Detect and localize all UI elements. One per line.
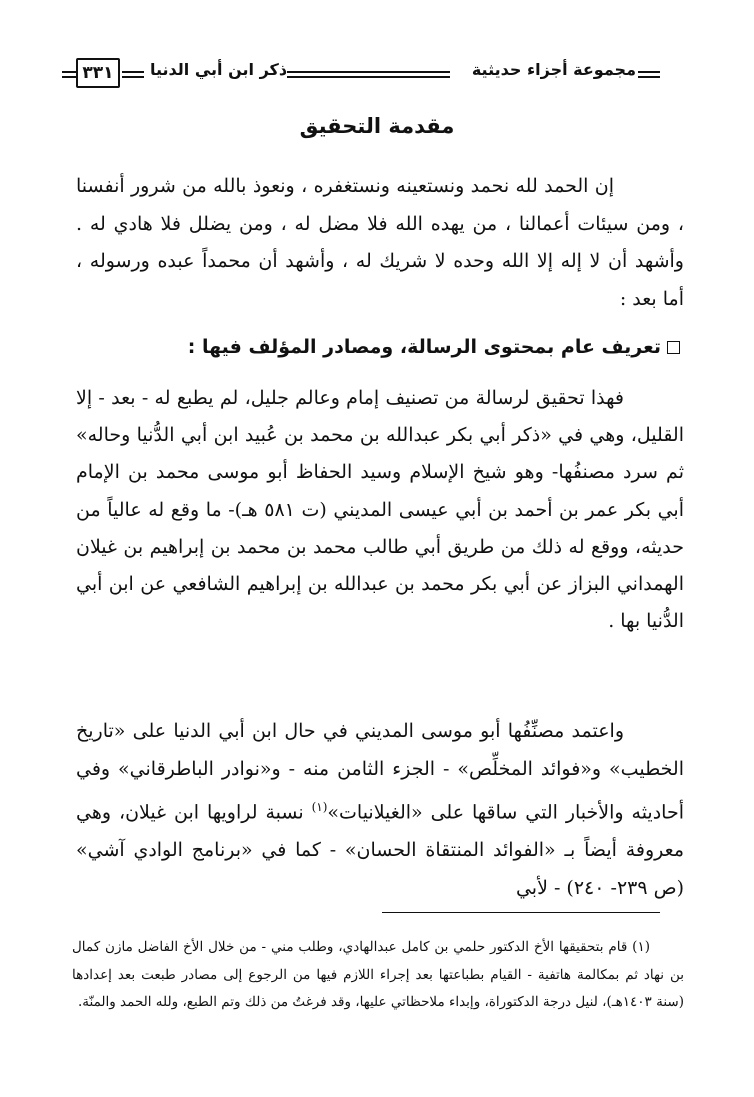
intro-paragraph: إن الحمد لله نحمد ونستعينه ونستغفره ، ونعوذ بالله من شرور أنفسنا ، ومن سيئات أعمالنا ، من يهده الله فلا مضل له ، ومن يضلل فلا هادي له . وأشهد أن لا إله إلا الله وحده لا شريك له ، وأشهد أن محمداً عبده ورسوله ، أما بعد :: [76, 175, 684, 310]
header-rule: [638, 71, 660, 78]
subheading-text: تعريف عام بمحتوى الرسالة، ومصادر المؤلف فيها :: [187, 336, 661, 358]
section-subheading: [76, 336, 680, 358]
square-box-icon: [667, 341, 680, 354]
header-rule: [274, 71, 450, 78]
header-section-title: ذكر ابن أبي الدنيا: [150, 60, 288, 79]
footnote-marker: (١): [311, 799, 328, 814]
header-book-title: مجموعة أجزاء حديثية: [471, 60, 636, 79]
running-header: [62, 58, 660, 92]
page-number: ٣٣١: [76, 58, 120, 88]
body-paragraph-2-text: واعتمد مصنِّفُها أبو موسى المديني في حال ابن أبي الدنيا على «تاريخ الخطيب» و«فوائد المخلِّص» - الجزء الثامن منه - و«نوادر الباطرقاني» وفي أحاديثه والأخبار التي ساقها على «الغيلانيات»: [76, 720, 684, 823]
page-title: مقدمة التحقيق: [299, 114, 455, 138]
footnote: (١) قام بتحقيقها الأخ الدكتور حلمي بن كامل عبدالهادي، وطلب مني - من خلال الأخ الفاضل مازن كمال بن نهاد ثم بمكالمة هاتفية - القيام بطباعتها بعد إجراء اللازم فيها من الرجوع إلى مصادر طبعت بعد إعدادها (سنة ١٤٠٣هـ)، لنيل درجة الدكتوراة، وإبداء ملاحظاتي عليها، وقد فرغتُ من ذلك وتم الطبع، ولله الحمد والمنّة.: [72, 939, 684, 1010]
body-paragraph-2: [76, 713, 684, 907]
header-rule: [122, 71, 144, 78]
footnote-divider: [382, 912, 660, 913]
body-paragraph-2-continued: نسبة لراويها ابن غيلان، وهي معروفة أيضاً بـ «الفوائد المنتقاة الحسان» - كما في «برنامج الوادي آشي» (ص ٢٣٩- ٢٤٠) - لأبي: [76, 800, 684, 899]
body-paragraph-1: فهذا تحقيق لرسالة من تصنيف إمام وعالم جليل، لم يطبع له - بعد - إلا القليل، وهي في «ذكر أبي بكر عبدالله بن محمد بن عُبيد ابن أبي الدُّنيا وحاله» ثم سرد مصنفُها- وهو شيخ الإسلام وسيد الحفاظ أبو موسى محمد بن الإمام أبي بكر عمر بن أحمد بن أبي عيسى المديني (ت ٥٨١ هـ)- ما وقع له عالياً من حديثه، ووقع له ذلك من طريق أبي طالب محمد بن محمد بن إبراهيم بن غيلان الهمداني البزاز عن أبي بكر محمد بن عبدالله بن إبراهيم الشافعي عن ابن أبي الدُّنيا بها .: [76, 387, 685, 633]
